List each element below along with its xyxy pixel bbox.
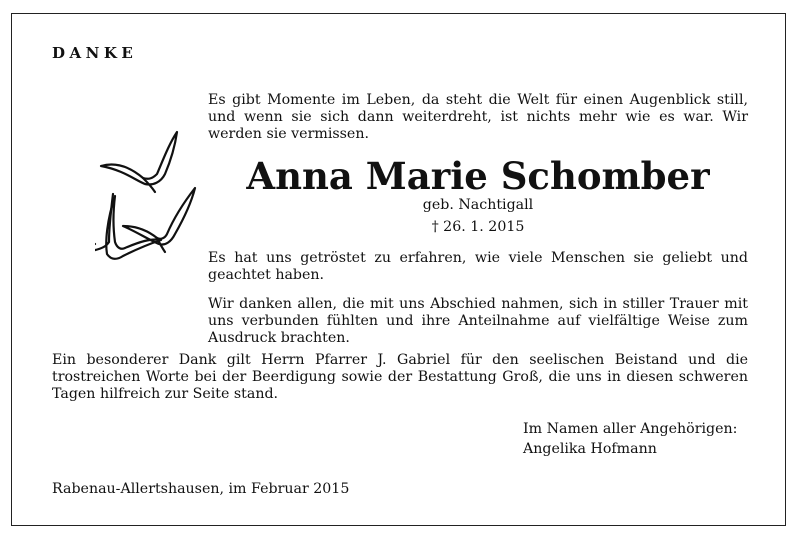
birth-name: geb. Nachtigall: [422, 197, 534, 213]
paragraph-comfort: Es hat uns getröstet zu erfahren, wie viele Menschen sie geliebt und geachtet haben.: [208, 250, 748, 283]
paragraph-thanks: Wir danken allen, die mit uns Abschied nahmen, sich in stiller Trauer mit uns verbunden fühlten und ihre Anteilnahme auf vielfältige Weise zum Ausdruck brachten.: [208, 296, 748, 346]
flying-birds-icon: [95, 124, 205, 284]
notice-heading: DANKE: [52, 44, 138, 62]
intro-text: Es gibt Momente im Leben, da steht die Welt für einen Augenblick still, und wenn sie sich dann weiterdreht, ist nichts mehr wie es war. Wir werden sie vermissen.: [208, 92, 748, 142]
place-date: Rabenau-Allertshausen, im Februar 2015: [52, 481, 350, 497]
death-date: † 26. 1. 2015: [431, 219, 525, 235]
signature-name: Angelika Hofmann: [523, 441, 657, 457]
deceased-name: Anna Marie Schomber: [246, 154, 710, 198]
signature-intro: Im Namen aller Angehörigen:: [523, 421, 738, 437]
paragraph-special-thanks: Ein besonderer Dank gilt Herrn Pfarrer J. Gabriel für den seelischen Beistand und die trostreichen Worte bei der Beerdigung sowie der Bestattung Groß, die uns in diesen schweren Tagen hilfreich zur Seite stand.: [52, 352, 748, 402]
